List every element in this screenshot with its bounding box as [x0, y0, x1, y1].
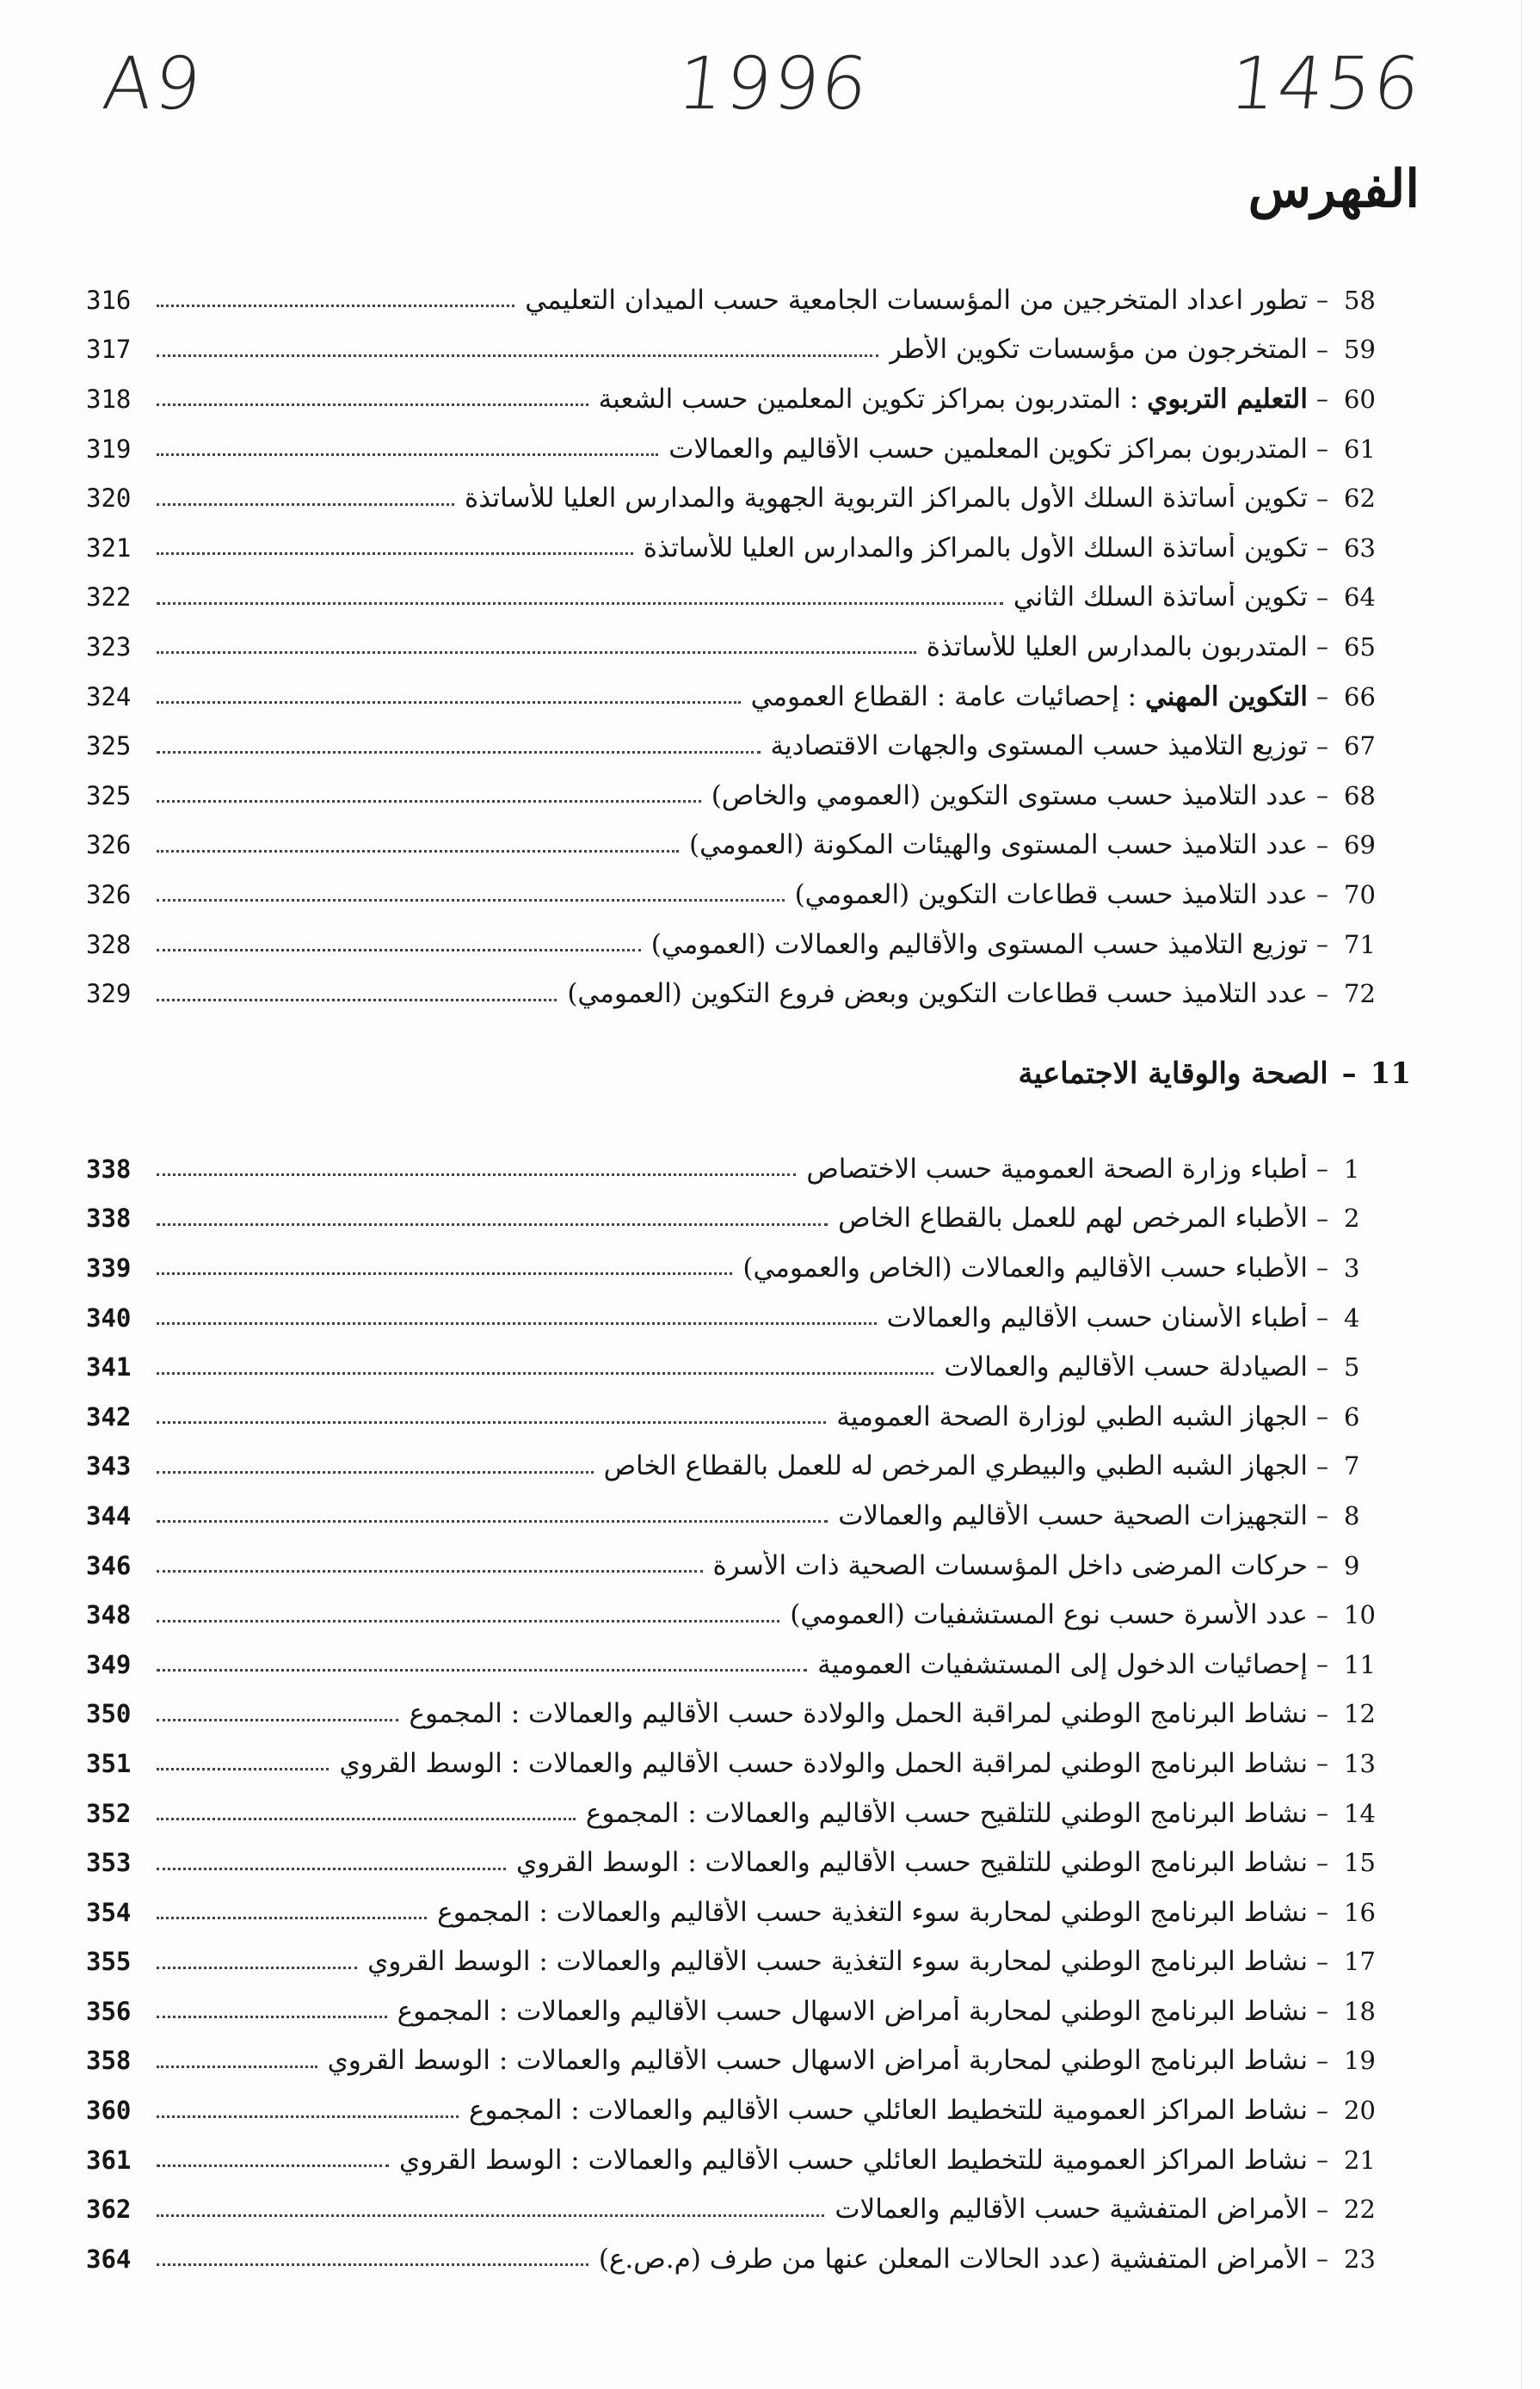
entry-title — [835, 2194, 1308, 2225]
dot-leader — [157, 2016, 387, 2018]
entry-title-text: تكوين أساتذة السلك الأول بالمراكز التربوية الجهوية والمدارس العليا للأساتذة — [464, 483, 1308, 514]
toc-list-bottom — [86, 1144, 1411, 2284]
entry-title-text: تكوين أساتذة السلك الأول بالمراكز والمدارس العليا للأساتذة — [643, 532, 1308, 563]
entry-dash: – — [1316, 1204, 1328, 1233]
section-heading — [1019, 1056, 1411, 1091]
entry-dash: – — [1316, 2244, 1328, 2274]
entry-page-number: 362 — [86, 2195, 132, 2225]
entry-title — [944, 1352, 1308, 1382]
toc-entry — [86, 1194, 1411, 1244]
dot-leader — [157, 850, 679, 853]
toc-entry — [86, 771, 1411, 821]
entry-title — [567, 978, 1308, 1009]
entry-title — [1013, 582, 1308, 613]
entry-title-text: الصيادلة حسب الأقاليم والعمالات — [944, 1352, 1308, 1383]
entry-number: 72 — [1344, 979, 1376, 1009]
entry-title-text: الأطباء المرخص لهم للعمل بالقطاع الخاص — [838, 1203, 1308, 1235]
dot-leader — [157, 2115, 459, 2118]
toc-entry — [86, 1937, 1411, 1987]
dot-leader — [157, 602, 1003, 605]
dot-leader — [157, 1173, 796, 1176]
entry-dash: – — [1316, 1848, 1328, 1877]
entry-dash: – — [1316, 1303, 1328, 1333]
entry-dash: – — [1316, 1650, 1328, 1679]
entry-number: 60 — [1344, 384, 1376, 414]
dot-leader — [157, 503, 454, 506]
toc-entry — [86, 2135, 1411, 2185]
entry-page-number: 326 — [86, 879, 132, 909]
toc-entry — [86, 821, 1411, 871]
entry-title — [742, 1253, 1308, 1284]
toc-entry — [86, 1986, 1411, 2036]
entry-page-number: 322 — [86, 582, 132, 613]
entry-dash: – — [1316, 1402, 1328, 1432]
entry-title-text: نشاط البرنامج الوطني لمحاربة أمراض الاسهال حسب الأقاليم والعمالات : المجموع — [397, 1995, 1308, 2027]
entry-title-text: الجهاز الشبه الطبي لوزارة الصحة العمومية — [836, 1401, 1308, 1432]
entry-number: 3 — [1344, 1253, 1360, 1283]
entry-number: 4 — [1344, 1302, 1360, 1333]
entry-title — [927, 631, 1308, 662]
dot-leader — [157, 2263, 588, 2266]
entry-title-lead: التكوين المهني — [1144, 680, 1308, 712]
entry-page-number: 360 — [86, 2096, 132, 2126]
dot-leader — [157, 1570, 703, 1573]
toc-entry — [86, 1541, 1411, 1591]
entry-number: 58 — [1344, 285, 1376, 315]
dot-leader — [157, 1818, 576, 1820]
entry-dash: – — [1316, 286, 1328, 315]
entry-page-number: 317 — [86, 335, 132, 365]
entry-page-number: 349 — [86, 1649, 132, 1679]
page-title: الفهرس — [1247, 159, 1420, 219]
entry-dash: – — [1316, 1898, 1328, 1927]
entry-page-number: 325 — [86, 731, 132, 761]
entry-number: 64 — [1344, 582, 1376, 613]
entry-title — [586, 1798, 1308, 1829]
toc-entry — [86, 325, 1411, 375]
entry-page-number: 344 — [86, 1500, 132, 1530]
entry-title-text: عدد التلاميذ حسب مستوى التكوين (العمومي والخاص) — [711, 779, 1308, 811]
dot-leader — [157, 800, 701, 803]
entry-title-text: توزيع التلاميذ حسب المستوى والجهات الاقتصادية — [770, 730, 1308, 762]
entry-title-lead: التعليم التربوي — [1147, 383, 1308, 415]
entry-dash: – — [1316, 2146, 1328, 2175]
toc-entry — [86, 1739, 1411, 1789]
entry-dash: – — [1316, 632, 1328, 662]
entry-title — [887, 1302, 1308, 1333]
entry-page-number: 339 — [86, 1253, 132, 1283]
entry-title — [465, 483, 1308, 514]
dot-leader — [157, 1223, 828, 1226]
entry-title-text: نشاط المراكز العمومية للتخطيط العائلي حسب الأقاليم والعمالات : الوسط القروي — [399, 2144, 1308, 2176]
entry-number: 17 — [1344, 1947, 1376, 1977]
entry-title — [437, 1897, 1308, 1928]
entry-title — [409, 1698, 1308, 1729]
entry-title-text: المتدربون بالمدارس العليا للأساتذة — [926, 631, 1308, 662]
dot-leader — [157, 1719, 398, 1721]
dot-leader — [157, 949, 641, 951]
entry-number: 11 — [1344, 1649, 1376, 1679]
toc-entry — [86, 622, 1411, 672]
entry-number: 13 — [1344, 1748, 1376, 1778]
entry-title-text: : إحصائيات عامة : القطاع العمومي — [750, 680, 1137, 712]
entry-title-text: الأطباء حسب الأقاليم والعمالات (الخاص والعمومي) — [742, 1252, 1308, 1284]
entry-number: 23 — [1344, 2244, 1376, 2274]
entry-number: 1 — [1344, 1154, 1360, 1184]
entry-page-number: 346 — [86, 1550, 132, 1580]
entry-title-text: نشاط البرنامج الوطني لمحاربة سوء التغذية حسب الأقاليم والعمالات : الوسط القروي — [367, 1946, 1308, 1978]
entry-number: 8 — [1344, 1500, 1360, 1530]
dot-leader — [157, 305, 514, 307]
entry-title — [599, 2244, 1308, 2275]
entry-dash: – — [1316, 483, 1328, 513]
toc-entry — [86, 1144, 1411, 1194]
dot-leader — [157, 1967, 357, 1969]
entry-page-number: 364 — [86, 2244, 132, 2274]
entry-title-text: التجهيزات الصحية حسب الأقاليم والعمالات — [838, 1499, 1308, 1531]
entry-dash: – — [1316, 1253, 1328, 1283]
entry-dash: – — [1316, 830, 1328, 859]
entry-number: 15 — [1344, 1848, 1376, 1878]
entry-title — [806, 1154, 1308, 1185]
entry-title-text: توزيع التلاميذ حسب المستوى والأقاليم والعمالات (العمومي) — [650, 928, 1308, 960]
entry-number: 66 — [1344, 681, 1376, 711]
dot-leader — [157, 1768, 329, 1770]
dot-leader — [157, 701, 741, 704]
entry-number: 5 — [1344, 1352, 1360, 1382]
entry-dash: – — [1316, 335, 1328, 364]
entry-dash: – — [1316, 682, 1328, 711]
entry-title-text: الجهاز الشبه الطبي والبيطري المرخص له للعمل بالقطاع الخاص — [603, 1450, 1308, 1482]
entry-dash: – — [1316, 2096, 1328, 2125]
handwritten-note-left: A9 — [98, 41, 207, 126]
entry-title — [599, 384, 1308, 415]
entry-title — [525, 285, 1308, 316]
entry-title — [711, 780, 1308, 811]
entry-title — [771, 730, 1308, 761]
entry-title-text: تطور اعداد المتخرجين من المؤسسات الجامعية حسب الميدان التعليمي — [525, 284, 1308, 316]
entry-page-number: 356 — [86, 1996, 132, 2026]
entry-title-text: عدد التلاميذ حسب المستوى والهيئات المكونة (العمومي) — [689, 829, 1308, 861]
toc-entry — [86, 2234, 1411, 2284]
entry-page-number: 358 — [86, 2046, 132, 2076]
entry-dash: – — [1316, 2046, 1328, 2075]
dot-leader — [157, 751, 761, 754]
dot-leader — [157, 354, 878, 357]
entry-page-number: 321 — [86, 533, 132, 563]
entry-title-text: نشاط البرنامج الوطني لمراقبة الحمل والولادة حسب الأقاليم والعمالات : الوسط القروي — [339, 1747, 1308, 1779]
entry-dash: – — [1316, 880, 1328, 909]
handwritten-note-right: 1456 — [1225, 41, 1426, 126]
dot-leader — [157, 552, 633, 555]
entry-page-number: 338 — [86, 1154, 132, 1184]
entry-dash: – — [1316, 434, 1328, 464]
entry-dash: – — [1316, 385, 1328, 414]
entry-title — [516, 1847, 1308, 1878]
toc-entry — [86, 920, 1411, 970]
toc-entry — [86, 969, 1411, 1019]
entry-dash: – — [1316, 1501, 1328, 1530]
entry-title — [399, 2145, 1308, 2176]
toc-entry — [86, 721, 1411, 771]
dot-leader — [157, 651, 916, 654]
dot-leader — [157, 1917, 427, 1919]
entry-title — [604, 1450, 1308, 1481]
entry-title-text: نشاط البرنامج الوطني لمراقبة الحمل والولادة حسب الأقاليم والعمالات : المجموع — [409, 1698, 1308, 1730]
entry-title-text: : المتدربون بمراكز تكوين المعلمين حسب الشعبة — [598, 383, 1139, 415]
entry-page-number: 348 — [86, 1600, 132, 1630]
toc-entry — [86, 1838, 1411, 1887]
entry-dash: – — [1316, 1699, 1328, 1728]
entry-number: 67 — [1344, 731, 1376, 761]
dot-leader — [157, 1471, 594, 1474]
dot-leader — [157, 403, 588, 406]
toc-entry — [86, 424, 1411, 474]
toc-entry — [86, 1392, 1411, 1442]
entry-title — [668, 434, 1308, 465]
dot-leader — [157, 1868, 506, 1870]
entry-number: 22 — [1344, 2195, 1376, 2225]
entry-number: 19 — [1344, 2046, 1376, 2076]
entry-dash: – — [1316, 731, 1328, 760]
entry-page-number: 320 — [86, 483, 132, 514]
entry-page-number: 350 — [86, 1699, 132, 1729]
entry-title-text: عدد التلاميذ حسب قطاعات التكوين (العمومي) — [794, 878, 1308, 910]
toc-entry — [86, 1342, 1411, 1392]
entry-page-number: 324 — [86, 681, 132, 711]
entry-title — [838, 1203, 1308, 1234]
dot-leader — [157, 899, 785, 902]
toc-entry — [86, 275, 1411, 325]
entry-number: 62 — [1344, 483, 1376, 514]
entry-title-text: نشاط البرنامج الوطني للتلقيح حسب الأقاليم والعمالات : الوسط القروي — [515, 1847, 1308, 1879]
entry-number: 18 — [1344, 1996, 1376, 2026]
toc-entry — [86, 573, 1411, 623]
toc-entry — [86, 2036, 1411, 2086]
entry-number: 9 — [1344, 1550, 1360, 1580]
entry-page-number: 361 — [86, 2145, 132, 2175]
toc-entry — [86, 2184, 1411, 2234]
dot-leader — [157, 1520, 828, 1523]
entry-dash: – — [1316, 1997, 1328, 2026]
entry-number: 63 — [1344, 533, 1376, 563]
entry-page-number: 329 — [86, 979, 132, 1009]
entry-page-number: 326 — [86, 830, 132, 860]
entry-number: 14 — [1344, 1798, 1376, 1828]
entry-dash: – — [1316, 1352, 1328, 1382]
entry-number: 70 — [1344, 879, 1376, 909]
entry-number: 21 — [1344, 2145, 1376, 2175]
toc-list-top — [86, 275, 1411, 1019]
dot-leader — [157, 999, 557, 1001]
toc-entry — [86, 1690, 1411, 1739]
entry-page-number: 342 — [86, 1401, 132, 1432]
handwritten-note-middle: 1996 — [673, 41, 873, 126]
section-number: 11 — [1370, 1056, 1411, 1091]
entry-number: 10 — [1344, 1600, 1376, 1630]
entry-page-number: 319 — [86, 434, 132, 464]
entry-title-text: نشاط المراكز العمومية للتخطيط العائلي حسب الأقاليم والعمالات : المجموع — [469, 2095, 1308, 2127]
dot-leader — [157, 1421, 826, 1424]
dot-leader — [157, 2214, 824, 2217]
toc-entry — [86, 1887, 1411, 1937]
entry-title-text: الأمراض المتفشية حسب الأقاليم والعمالات — [835, 2194, 1308, 2226]
toc-entry — [86, 523, 1411, 573]
entry-title-text: أطباء وزارة الصحة العمومية حسب الاختصاص — [806, 1153, 1308, 1185]
entry-title-text: عدد التلاميذ حسب قطاعات التكوين وبعض فروع التكوين (العمومي) — [567, 978, 1308, 1010]
entry-dash: – — [1316, 1551, 1328, 1580]
page-edge-line — [1521, 0, 1522, 2389]
entry-number: 20 — [1344, 2096, 1376, 2126]
entry-dash: – — [1316, 2195, 1328, 2224]
entry-number: 71 — [1344, 929, 1376, 959]
entry-number: 12 — [1344, 1699, 1376, 1729]
entry-dash: – — [1316, 1154, 1328, 1184]
entry-title — [644, 533, 1308, 563]
entry-title — [328, 2045, 1308, 2076]
dot-leader — [157, 1372, 933, 1375]
entry-page-number: 341 — [86, 1352, 132, 1382]
entry-title — [790, 1599, 1308, 1630]
entry-number: 16 — [1344, 1897, 1376, 1927]
entry-number: 59 — [1344, 335, 1376, 365]
toc-entry — [86, 1293, 1411, 1343]
toc-entry — [86, 672, 1411, 722]
entry-page-number: 328 — [86, 929, 132, 959]
entry-title — [889, 334, 1308, 365]
entry-title-text: المتخرجون من مؤسسات تكوين الأطر — [889, 334, 1308, 366]
entry-title — [836, 1401, 1308, 1432]
entry-title — [689, 829, 1308, 860]
dot-leader — [157, 2164, 389, 2167]
entry-dash: – — [1316, 582, 1328, 612]
toc-entry — [86, 473, 1411, 523]
entry-title — [713, 1550, 1308, 1581]
toc-entry — [86, 1491, 1411, 1541]
entry-page-number: 355 — [86, 1947, 132, 1977]
entry-title-text: المتدربون بمراكز تكوين المعلمين حسب الأقاليم والعمالات — [668, 433, 1308, 465]
entry-page-number: 340 — [86, 1302, 132, 1333]
entry-dash: – — [1316, 1799, 1328, 1828]
entry-dash: – — [1316, 533, 1328, 563]
toc-entry — [86, 870, 1411, 920]
entry-dash: – — [1316, 1947, 1328, 1976]
entry-page-number: 343 — [86, 1451, 132, 1481]
entry-title — [795, 879, 1308, 910]
entry-number: 7 — [1344, 1451, 1360, 1481]
entry-dash: – — [1316, 1451, 1328, 1481]
entry-title — [397, 1996, 1308, 2027]
entry-page-number: 354 — [86, 1897, 132, 1927]
entry-title — [817, 1649, 1308, 1680]
toc-entry — [86, 1590, 1411, 1640]
entry-page-number: 316 — [86, 285, 132, 315]
entry-number: 2 — [1344, 1204, 1360, 1234]
entry-title-text: نشاط البرنامج الوطني للتلقيح حسب الأقاليم والعمالات : المجموع — [585, 1797, 1308, 1829]
dot-leader — [157, 453, 658, 456]
entry-page-number: 352 — [86, 1798, 132, 1828]
entry-page-number: 325 — [86, 780, 132, 810]
toc-entry — [86, 1442, 1411, 1492]
entry-title-text: نشاط البرنامج الوطني لمحاربة أمراض الاسهال حسب الأقاليم والعمالات : الوسط القروي — [327, 2045, 1308, 2077]
entry-title — [469, 2095, 1308, 2126]
entry-title-text: تكوين أساتذة السلك الثاني — [1013, 582, 1308, 613]
entry-title-text: الأمراض المتفشية (عدد الحالات المعلن عنها من طرف (م.ص.ع) — [598, 2243, 1308, 2275]
section-title: الصحة والوقاية الاجتماعية — [1018, 1056, 1328, 1091]
toc-entry — [86, 374, 1411, 424]
toc-entry — [86, 1243, 1411, 1293]
entry-page-number: 323 — [86, 631, 132, 662]
section-dash: – — [1341, 1056, 1357, 1091]
toc-entry — [86, 1640, 1411, 1690]
dot-leader — [157, 1322, 877, 1325]
entry-dash: – — [1316, 1600, 1328, 1629]
entry-page-number: 338 — [86, 1204, 132, 1234]
entry-title-text: حركات المرضى داخل المؤسسات الصحية ذات الأسرة — [712, 1549, 1308, 1581]
toc-entry — [86, 1789, 1411, 1838]
entry-dash: – — [1316, 781, 1328, 810]
dot-leader — [157, 1620, 779, 1622]
entry-page-number: 318 — [86, 384, 132, 414]
dot-leader — [157, 1669, 807, 1672]
dot-leader — [157, 2066, 317, 2068]
entry-number: 68 — [1344, 780, 1376, 810]
entry-title — [751, 681, 1308, 712]
entry-title-text: إحصائيات الدخول إلى المستشفيات العمومية — [817, 1648, 1308, 1680]
entry-page-number: 351 — [86, 1748, 132, 1778]
entry-title-text: عدد الأسرة حسب نوع المستشفيات (العمومي) — [790, 1599, 1308, 1631]
entry-title — [838, 1500, 1308, 1531]
entry-number: 6 — [1344, 1401, 1360, 1432]
entry-title-text: نشاط البرنامج الوطني لمحاربة سوء التغذية حسب الأقاليم والعمالات : المجموع — [437, 1896, 1308, 1928]
toc-entry — [86, 2085, 1411, 2135]
entry-number: 69 — [1344, 830, 1376, 860]
entry-number: 65 — [1344, 631, 1376, 662]
entry-dash: – — [1316, 930, 1328, 959]
entry-title — [339, 1748, 1308, 1779]
entry-title-text: أطباء الأسنان حسب الأقاليم والعمالات — [886, 1302, 1308, 1333]
entry-number: 61 — [1344, 434, 1376, 464]
dot-leader — [157, 1272, 732, 1275]
entry-title — [367, 1946, 1308, 1977]
entry-dash: – — [1316, 1749, 1328, 1778]
entry-dash: – — [1316, 979, 1328, 1008]
entry-title — [651, 929, 1308, 960]
entry-page-number: 353 — [86, 1848, 132, 1878]
